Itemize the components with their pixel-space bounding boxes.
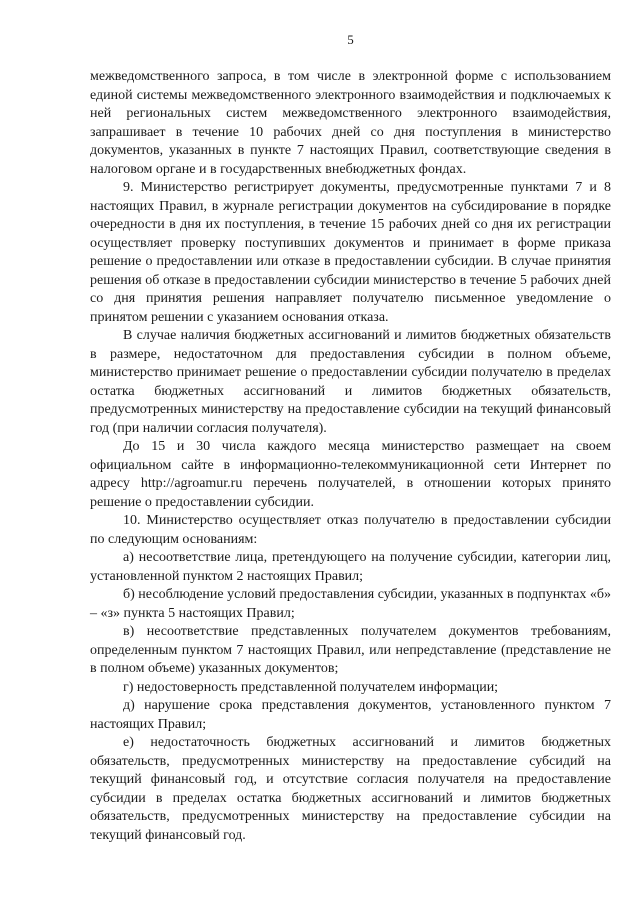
paragraph-subitem-v: в) несоответствие представленных получателем документов требованиям, определенным пунктом 7 настоящих Правил, или непредставление (представление не в полном объеме) указанных документов; [90, 624, 611, 676]
paragraph-subitem-d: д) нарушение срока представления документов, установленного пунктом 7 настоящих Правил; [90, 698, 611, 732]
paragraph-subitem-g: г) недостоверность представленной получателем информации; [123, 679, 499, 695]
paragraph-publication: До 15 и 30 числа каждого месяца министерство размещает на своем официальном сайте в информационно-телекоммуникационной сети Интернет по адресу http://agroamur.ru перечень получателей, в отношении которых принято решение о предоставлении субсидии. [90, 439, 611, 510]
paragraph-subitem-b: б) несоблюдение условий предоставления субсидии, указанных в подпунктах «б» – «з» пункта 5 настоящих Правил; [90, 587, 611, 621]
paragraph-item-9: 9. Министерство регистрирует документы, предусмотренные пунктами 7 и 8 настоящих Правил, в журнале регистрации документов на субсидирование в порядке очередности в дня их поступления, в течение 15 рабочих дней со дня их регистрации осуществляет проверку поступивших документов и принимает в форме приказа решение о предоставлении или отказе в предоставлении субсидии. В случае принятия решения об отказе в предоставлении субсидии министерство в течение 5 рабочих дней со дня принятия решения направляет получателю письменное уведомление о принятом решении с указанием основания отказа. [90, 180, 611, 325]
paragraph-subitem-a: а) несоответствие лица, претендующего на получение субсидии, категории лиц, установленной пунктом 2 настоящих Правил; [90, 550, 611, 584]
paragraph-continuation: межведомственного запроса, в том числе в электронной форме с использованием единой системы межведомственного электронного взаимодействия и подключаемых к ней региональных систем межведомственного электронного взаимодействия, запрашивает в течение 10 рабочих дней со дня поступления в министерство документов, указанных в пункте 7 настоящих Правил, соответствующие сведения в налоговом органе и в государственных внебюджетных фондах. [90, 69, 611, 177]
page-number: 5 [347, 32, 354, 47]
paragraph-item-10: 10. Министерство осуществляет отказ получателю в предоставлении субсидии по следующим основаниям: [90, 513, 611, 547]
document-body [90, 68, 611, 845]
paragraph-subitem-e: е) недостаточность бюджетных ассигнований и лимитов бюджетных обязательств, предусмотренных министерству на предоставление субсидий на текущий финансовый год, и отсутствие согласия получателя на предоставление субсидии в пределах остатка бюджетных ассигнований и лимитов бюджетных обязательств, предусмотренных министерству на предоставление субсидии на текущий финансовый год. [90, 735, 611, 843]
paragraph-budget-case: В случае наличия бюджетных ассигнований и лимитов бюджетных обязательств в размере, недостаточном для предоставления субсидии в полном объеме, министерство принимает решение о предоставлении субсидии получателю в пределах остатка бюджетных ассигнований и лимитов бюджетных обязательств, предусмотренных министерству на предоставление субсидии на текущий финансовый год (при наличии согласия получателя). [90, 328, 611, 436]
